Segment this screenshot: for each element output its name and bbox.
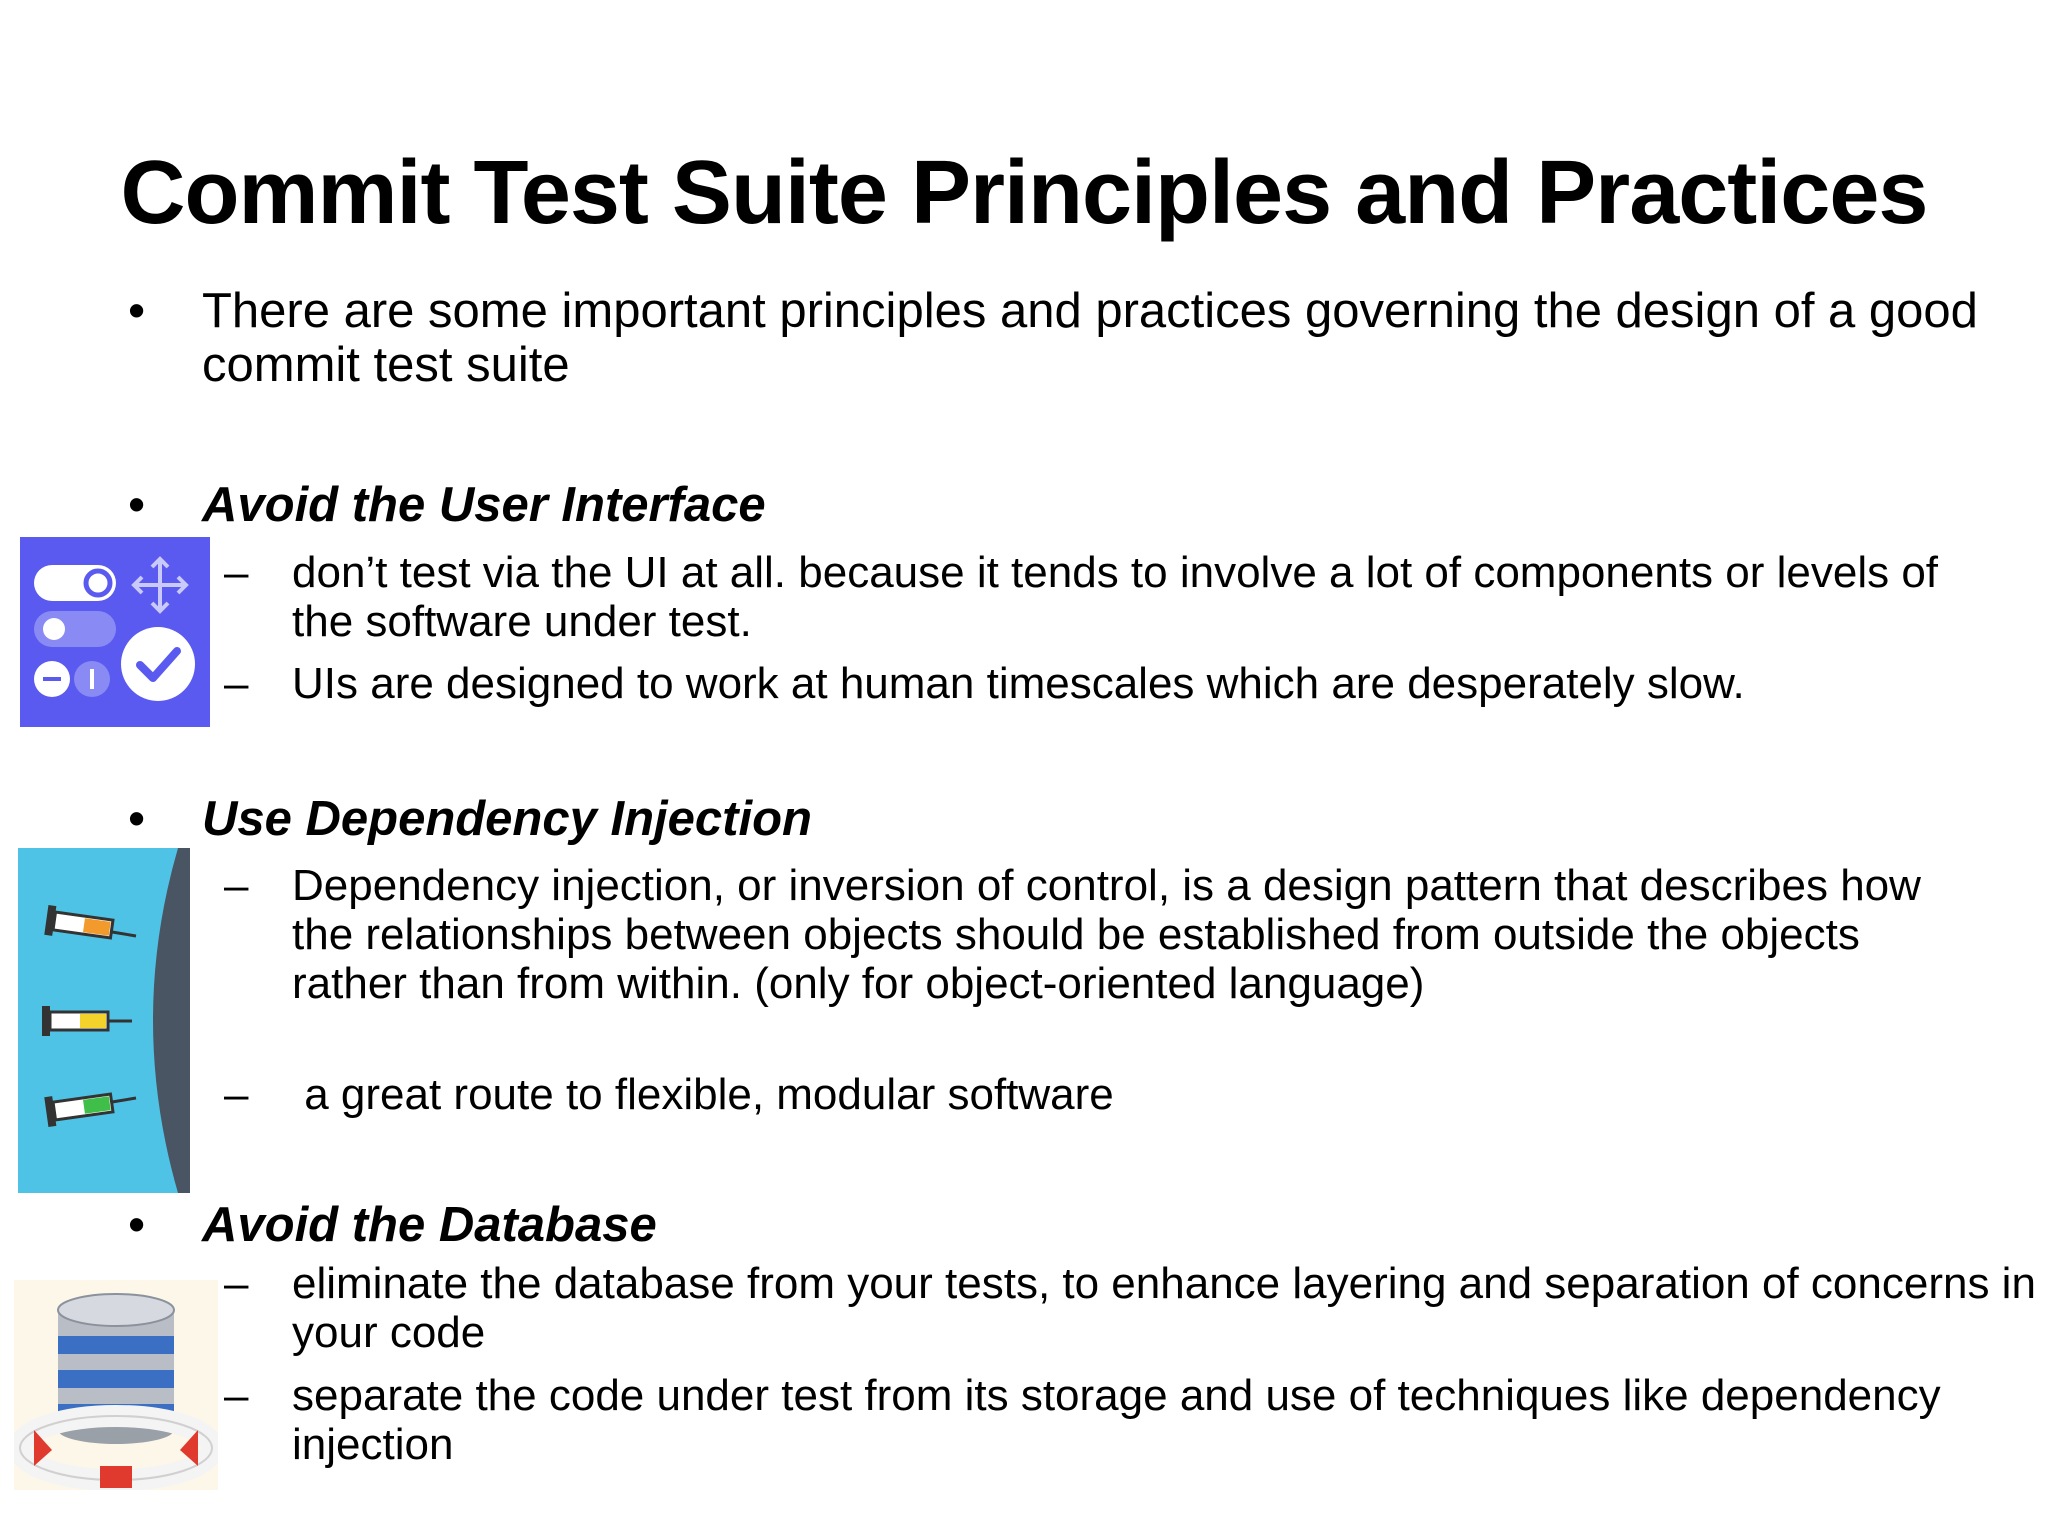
bullet-dot: • [128,1198,146,1252]
bullet-dot: • [128,478,146,532]
syringes-icon [18,848,190,1193]
ui-controls-icon [20,537,210,727]
point-text: don’t test via the UI at all. because it tends to involve a lot of components or levels of the software under test. [292,548,1939,646]
section-heading-text: Avoid the Database [202,1198,657,1252]
intro-text: There are some important principles and practices governing the design of a good commit test suite [202,284,1978,392]
dash-marker: – [224,1371,249,1420]
dash-marker: – [224,1259,249,1308]
point-text: a great route to flexible, modular software [292,1070,1114,1119]
point-text: UIs are designed to work at human timescales which are desperately slow. [292,659,1745,708]
section-heading-text: Use Dependency Injection [202,792,812,846]
section-heading-text: Avoid the User Interface [202,478,766,532]
dash-marker: – [224,659,249,708]
dash-marker: – [224,861,249,910]
bullet-dot: • [128,284,146,338]
dash-marker: – [224,1070,249,1119]
database-lifebuoy-icon [14,1280,218,1490]
slide-title: Commit Test Suite Principles and Practices [120,143,1928,243]
point-text: Dependency injection, or inversion of control, is a design pattern that describes how the relationships between objects should be established from outside the objects rather than from within. (only for object-oriented language) [292,861,1921,1008]
point-text: eliminate the database from your tests, to enhance layering and separation of concerns in your code [292,1259,2036,1357]
dash-marker: – [224,548,249,597]
bullet-dot: • [128,792,146,846]
point-text: separate the code under test from its storage and use of techniques like dependency injection [292,1371,1941,1469]
